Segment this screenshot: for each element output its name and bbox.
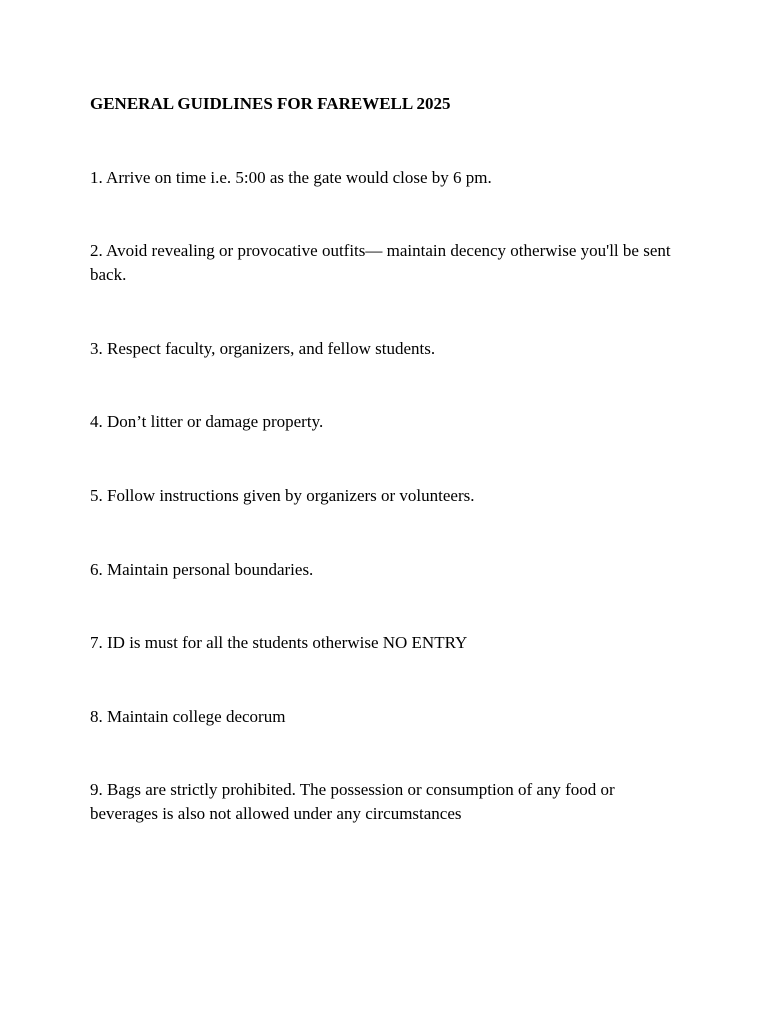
guideline-item-4: 4. Don’t litter or damage property.	[90, 412, 324, 431]
guideline-item-6: 6. Maintain personal boundaries.	[90, 560, 314, 579]
guideline-item-9: 9. Bags are strictly prohibited. The possession or consumption of any food or beverages is also not allowed under any circumstances	[90, 780, 615, 823]
guideline-item-8: 8. Maintain college decorum	[90, 707, 286, 726]
guideline-item-5: 5. Follow instructions given by organizers or volunteers.	[90, 486, 475, 505]
document-title: GENERAL GUIDLINES FOR FAREWELL 2025	[90, 94, 451, 113]
guideline-item-2: 2. Avoid revealing or provocative outfits— maintain decency otherwise you'll be sent back.	[90, 241, 671, 284]
guideline-item-1: 1. Arrive on time i.e. 5:00 as the gate would close by 6 pm.	[90, 168, 492, 187]
guideline-item-7: 7. ID is must for all the students otherwise NO ENTRY	[90, 633, 468, 652]
guideline-item-3: 3. Respect faculty, organizers, and fellow students.	[90, 339, 436, 358]
